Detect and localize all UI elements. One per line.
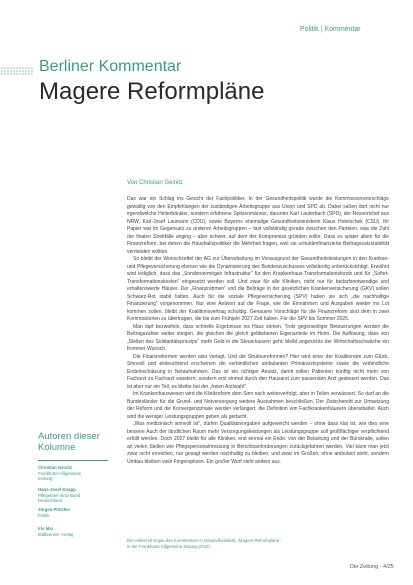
author-entry (38, 526, 116, 537)
author-name: Hans-Josef Knapp (38, 487, 76, 492)
body-paragraph: Die Finanzreformen werden also vertagt. Und die Strukturreformen? Hier wird einer der Koalitionäre zum Glück. Sinnvoll und einleuchtend erscheinen die verbindlichen ambulanten Primärarztsysteme sowie die verbindliche Ersteinschätzung in Notaufnahmen. Das ist ein richtiger Ansatz, damit sollen Patienten künftig nicht mehr von Facharzt zu Facharzt wandern, sondern erst einmal durch den Hausarzt zum passenden Arzt gesteuert werden. Das ist aber nur ein Teil, es bleibe bei der „freien Arztwahl“. (127, 353, 389, 390)
rubric-section[interactable]: Politik (300, 26, 319, 33)
article-byline: Von Christian Geinitz (127, 180, 184, 186)
article-body (127, 196, 389, 526)
page-footer-label: Die Zeitung · 4/25 (350, 564, 394, 570)
body-paragraph: So bleibt der Wunschzettel der AG zur Überarbeitung im Vorausgrund der Gesundheitsleistungen in den Kranken- und Pflegeversicherung ebenso wie die Dynamisierung des Bundeszuschusses vollständig unberücksichtigt. Erwähnt wird lediglich, dass das „Sondervermögen Infrastruktur“ für den Krankenhaus-Transformationsfonds und für „Sofort-Transformationskosten“ eingesetzt werden soll. Und zwar für alle Kliniken, nicht nur für bedarfsnotwendige und erhaltenswerte Häuser. Der „Finanzrahmen“ und die Beiträge in der gesetzlichen Krankenversicherung (GKV) sollen Schwarz-Rot stabil halten. Auch für die soziale Pflegeversicherung (SPV) haben sie sich „die nachhaltige Finanzierung“ vorgenommen. Nur eine Antwort auf die Frage, wie die Einnahmen und Ausgaben wieder ins Lot kommen sollen, bleibt der Koalitionsvertrag schuldig. Genauere Vorschläge für die Finanzreform sind dem in zwei Kommissionen zu übertragen, die bis zum Frühjahr 2027 Zeit haben. Für die SPV bis Sommer 2025. (127, 256, 389, 322)
body-paragraph: Das war ein Schlag ins Gesicht der Fachpolitiker. In der Gesundheitspolitik wurde die Kommissionsvorschläge gewaltig von den Empfehlungen der zuständigen Arbeitsgruppe aus Union und SPD ab. Dabei saßen dort nicht nur irgendwelche Hinterbänkler, sondern erfahrene Spitzenmänner, darunter Karl Lauterbach (SPD), der Ressortchef aus NRW, Karl-Josef Laumann (CDU), sowie Bayerns ehemalige Gesundheitsministerin Klaus Holetschek (CSU). Ihr Papier war im Gegensatz zu anderen Arbeitsgruppen – fast vollständig gerade zwischen den Parteien, was die Zahl der finalen Streitfälle anging – aber schwer, auf dem der Kompromiss gründen sollte. Dass es später allem für die Finanzreform, bei denen die Haushaltspolitiker die Mehrheit fragen, weil sie schuldenfinanzierte Beitragssatzstabilität vermeiden wollten. (127, 196, 389, 255)
author-affiliation: Politik (38, 512, 50, 518)
author-name: Iris Mai (38, 526, 53, 531)
sidebar-divider (38, 460, 108, 461)
rubric-separator: | (320, 26, 323, 33)
article-headline: Magere Reformpläne (39, 78, 265, 105)
article-footnote (127, 538, 389, 549)
body-paragraph: „Was medizinisch sinnvoll ist“, dürfen Qualitätsvorgaben aufgeweicht werden – ohne dass klar ist, wie dies eine bessere Auch der ländlichen Raum mehr Versorgungsleistungen als Leistungsgruppe soll großflächiger verpflichtend erfüllt werden. Doch 2027 bleibt für alle Kliniken, erst einmal ein Ende: von der Belastung und der Bürokratie, sollen an vielen Stellen wie Pflegepersonalmessung in Berichtsanforderungen zurückgefahren werden. Viel kann man jetzt zwar nicht erreichen, nur gesagt werden nachhaltig zu bleiben, und zwar im Großen, ohne ambulant steht, sondern Umbau bleiben viele Fingerspitzen. Ein großer Wurf sieht anders aus. (127, 421, 389, 465)
footnote-line: Der Artikel ist Kopie des Kommentars in Gesundheitsfeld, „Magere Reformpläne“ (127, 538, 281, 543)
body-paragraph: Im Krankenhauswesen wird die Klinikreform dem Sinn nach weiterverfolgt, aber in Teilen verwässert. So darf an die Bundesländer für die Grund- und Notversorgung weitere Ausnahmen beschließen. Der Zwischenritt zur Umsetzung der Reform und die Konvergenzphase werden verlängert, die Definition von Fachkrankenhäusern überarbeitet. Auch wird die weniger Leistungsgruppen geben als gedacht. (127, 391, 389, 420)
author-affiliation: Pflegebrief Aktiv Bund (38, 492, 81, 498)
author-affiliation: Frankfurter Allgemeine (38, 470, 82, 476)
dotted-rule-ornament (0, 66, 36, 76)
author-entry (38, 507, 116, 518)
rubric-category[interactable]: Kommentar (324, 26, 361, 33)
section-rubric (300, 26, 361, 33)
author-name: Christian Geinitz (38, 465, 73, 470)
author-entry (38, 487, 116, 504)
author-affiliation: Deutschland (38, 498, 62, 504)
footnote-line: in der Frankfurter Allgemeine Zeitung (FAZ). (127, 543, 211, 549)
article-kicker: Berliner Kommentar (39, 58, 182, 75)
author-entry (38, 465, 116, 482)
author-affiliation: Bildbrenner Verlag (38, 531, 74, 537)
body-paragraph: Man darf bezweifeln, dass schnelle Ergebnisse ins Haus stehen. Trotz gegenseitiger Beteuerungen werden die Beitragszahler weiter steigen, die gleichen die gleich gebliebenen Eigenanteile im Heim. Die Auflösung, dass von „Stellen des Solidaritätsprinzips“ mehr Geld in die Steuerkassen geht, bleibt angesichts der Wirtschaftsschwäche ein frommer Wunsch. (127, 323, 389, 352)
author-affiliation: Zeitung (38, 476, 53, 482)
author-name: Jürgen Plötzker (38, 507, 71, 512)
sidebar-title: Autoren dieser Kolumne (38, 431, 100, 453)
